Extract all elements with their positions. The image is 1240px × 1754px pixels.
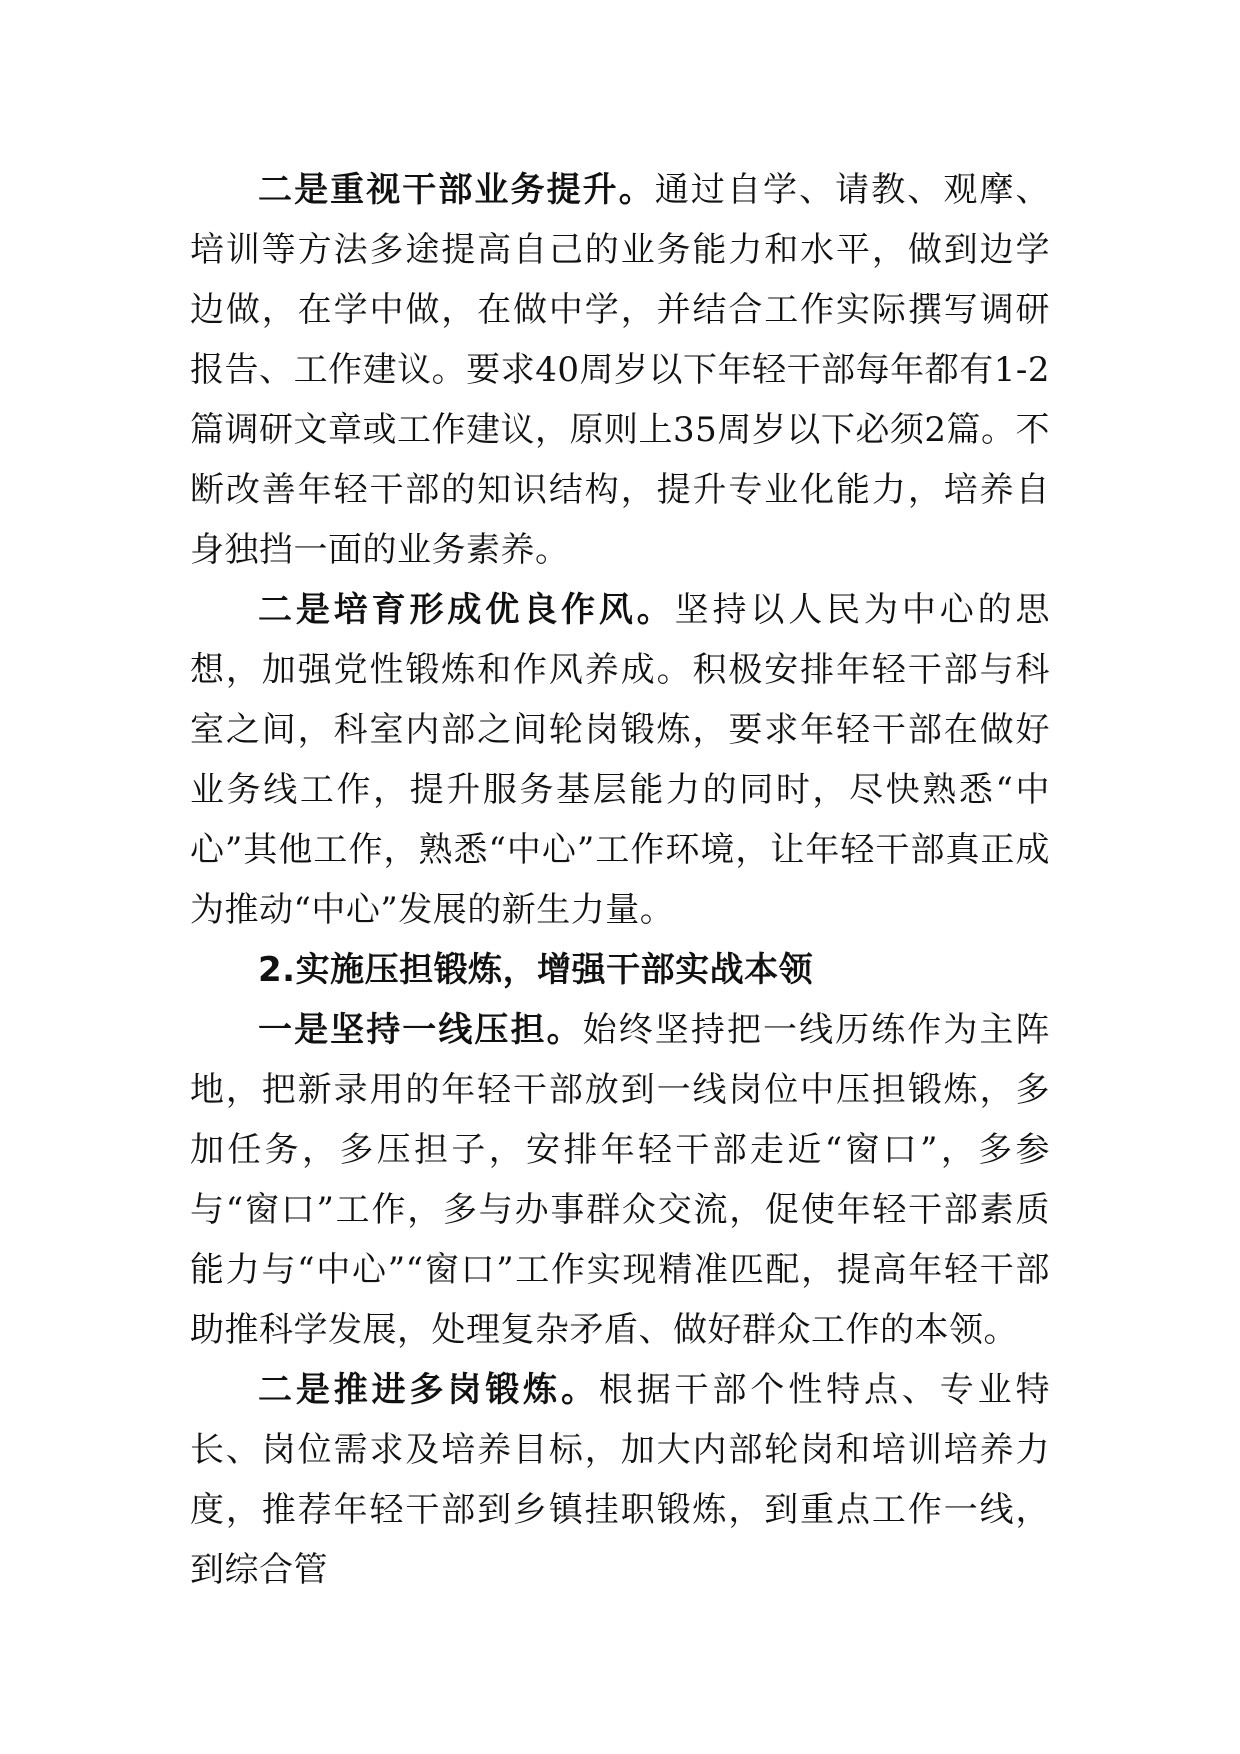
paragraph-lead: 一是坚持一线压担。 [258,1010,583,1050]
document-page [190,160,1050,1600]
paragraph-body: 通过自学、请教、观摩、培训等方法多途提高自己的业务能力和水平，做到边学边做，在学中做，在做中学，并结合工作实际撰写调研报告、工作建议。要求40周岁以下年轻干部每年都有1-2篇调研文章或工作建议，原则上35周岁以下必须2篇。不断改善年轻干部的知识结构，提升专业化能力，培养自身独挡一面的业务素养。 [190,170,1051,570]
section-heading: 2.实施压担锻炼，增强干部实战本领 [258,950,814,990]
paragraph-body: 始终坚持把一线历练作为主阵地，把新录用的年轻干部放到一线岗位中压担锻炼，多加任务，多压担子，安排年轻干部走近“窗口”，多参与“窗口”工作，多与办事群众交流，促使年轻干部素质能力与“中心”“窗口”工作实现精准匹配，提高年轻干部助推科学发展，处理复杂矛盾、做好群众工作的本领。 [190,1010,1051,1350]
paragraph-frontline-pressure [190,1000,1050,1360]
paragraph-lead: 二是重视干部业务提升。 [258,170,655,210]
paragraph-fine-style [190,580,1050,940]
paragraph-lead: 二是推进多岗锻炼。 [258,1370,599,1410]
paragraph-body: 根据干部个性特点、专业特长、岗位需求及培养目标，加大内部轮岗和培训培养力度，推荐年轻干部到乡镇挂职锻炼，到重点工作一线，到综合管 [190,1370,1050,1590]
paragraph-business-improvement [190,160,1050,580]
paragraph-multi-post [190,1360,1050,1600]
paragraph-lead: 二是培育形成优良作风。 [258,590,675,630]
paragraph-body: 坚持以人民为中心的思想，加强党性锻炼和作风养成。积极安排年轻干部与科室之间，科室内部之间轮岗锻炼，要求年轻干部在做好业务线工作，提升服务基层能力的同时，尽快熟悉“中心”其他工作，熟悉“中心”工作环境，让年轻干部真正成为推动“中心”发展的新生力量。 [190,590,1050,930]
